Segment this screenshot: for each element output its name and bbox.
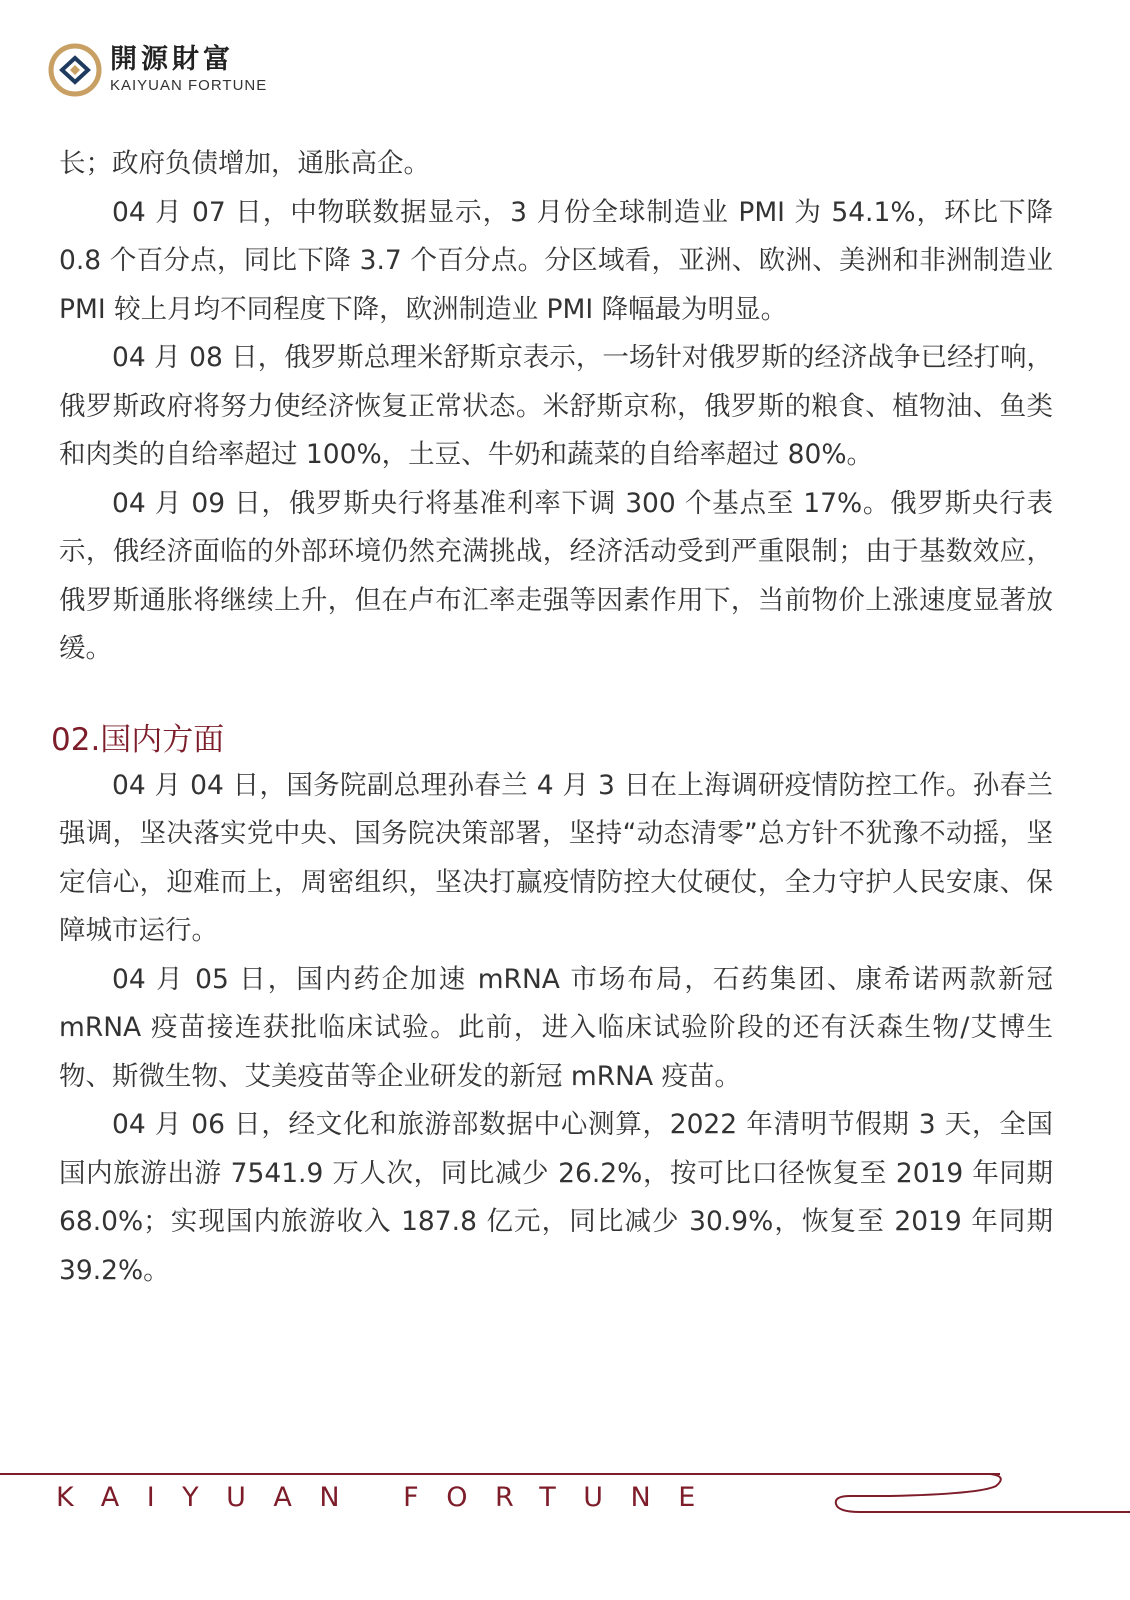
footer <box>0 1450 1130 1530</box>
paragraph-global-pmi: 04 月 07 日，中物联数据显示，3 月份全球制造业 PMI 为 54.1%，环比下降 0.8 个百分点，同比下降 3.7 个百分点。分区域看，亚洲、欧洲、美洲和非洲制造业 PMI 较上月均不同程度下降，欧洲制造业 PMI 降幅最为明显。 <box>59 196 1053 325</box>
section-title-domestic: 02.国内方面 <box>51 721 225 758</box>
footer-brand-text: KAIYUAN FORTUNE <box>56 1482 723 1513</box>
paragraph-russia-central-bank: 04 月 09 日，俄罗斯央行将基准利率下调 300 个基点至 17%。俄罗斯央行表示，俄经济面临的外部环境仍然充满挑战，经济活动受到严重限制；由于基数效应，俄罗斯通胀将继续上升，但在卢布汇率走强等因素作用下，当前物价上涨速度显著放缓。 <box>59 487 1053 664</box>
paragraph-russia-economy: 04 月 08 日，俄罗斯总理米舒斯京表示，一场针对俄罗斯的经济战争已经打响，俄罗斯政府将努力使经济恢复正常状态。米舒斯京称，俄罗斯的粮食、植物油、鱼类和肉类的自给率超过 100%，土豆、牛奶和蔬菜的自给率超过 80%。 <box>59 342 1053 470</box>
paragraph-mrna-vaccine: 04 月 05 日，国内药企加速 mRNA 市场布局，石药集团、康希诺两款新冠 mRNA 疫苗接连获批临床试验。此前，进入临床试验阶段的还有沃森生物/艾博生物、斯微生物、艾美疫苗等企业研发的新冠 mRNA 疫苗。 <box>59 963 1053 1092</box>
logo-chinese-name: 開源財富 <box>110 44 234 75</box>
paragraph-shanghai-epidemic: 04 月 04 日，国务院副总理孙春兰 4 月 3 日在上海调研疫情防控工作。孙春兰强调，坚决落实党中央、国务院决策部署，坚持“动态清零”总方针不犹豫不动摇，坚定信心，迎难而上，周密组织，坚决打赢疫情防控大仗硬仗，全力守护人民安康、保障城市运行。 <box>59 769 1053 946</box>
kaiyuan-logo-icon <box>48 43 102 97</box>
paragraph-continuation: 长；政府负债增加，通胀高企。 <box>59 148 430 179</box>
footer-swoosh-decoration <box>830 1468 1130 1518</box>
logo-english-name: KAIYUAN FORTUNE <box>110 77 268 94</box>
header <box>48 40 267 100</box>
logo-text <box>110 45 267 95</box>
article-body <box>51 140 1053 1295</box>
paragraph-qingming-tourism: 04 月 06 日，经文化和旅游部数据中心测算，2022 年清明节假期 3 天，全国国内旅游出游 7541.9 万人次，同比减少 26.2%，按可比口径恢复至 2019 年同期 68.0%；实现国内旅游收入 187.8 亿元，同比减少 30.9%，恢复至 2019 年同期 39.2%。 <box>59 1109 1053 1286</box>
